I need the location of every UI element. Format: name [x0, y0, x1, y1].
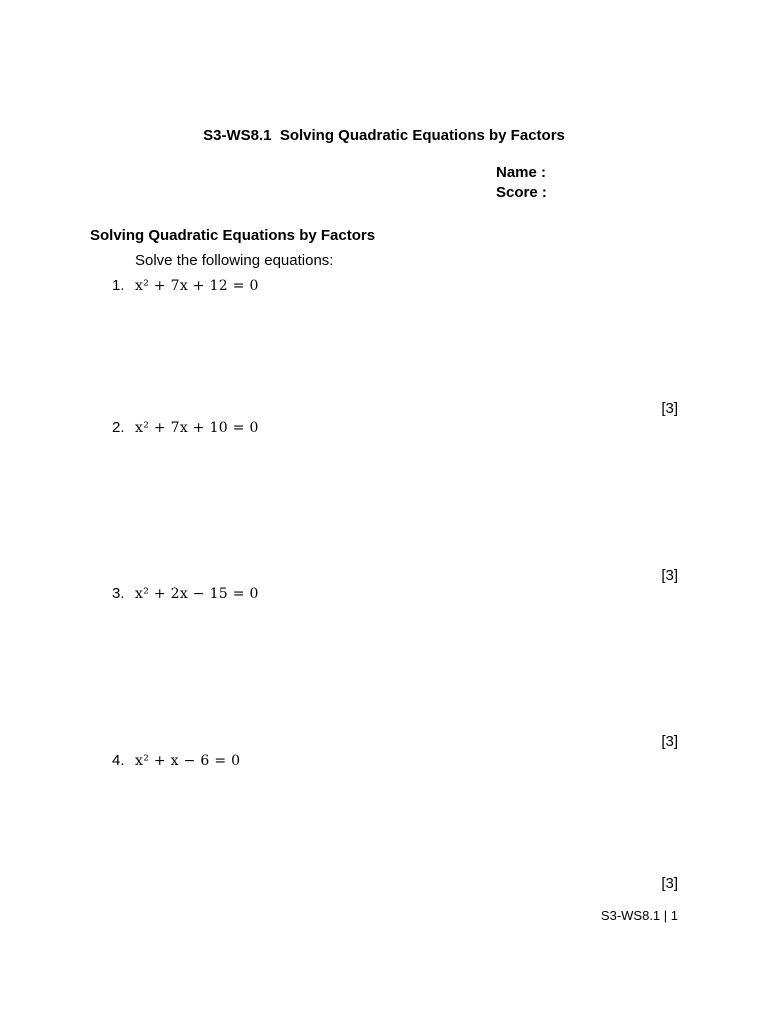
document-title: S3-WS8.1 Solving Quadratic Equations by Factors [203, 127, 565, 144]
question-equation: x² + 7x + 10 = 0 [135, 420, 259, 436]
question-equation: x² + 7x + 12 = 0 [135, 278, 259, 294]
question-number: 1. [112, 277, 125, 294]
question-2 [112, 419, 259, 436]
question-1-marks: [3] [661, 400, 678, 417]
section-heading: Solving Quadratic Equations by Factors [90, 227, 376, 244]
question-4-marks: [3] [661, 875, 678, 892]
instruction-text: Solve the following equations: [135, 252, 334, 269]
question-number: 3. [112, 585, 125, 602]
question-3-marks: [3] [661, 733, 678, 750]
question-number: 2. [112, 419, 125, 436]
question-equation: x² + 2x − 15 = 0 [135, 586, 259, 602]
question-2-marks: [3] [661, 567, 678, 584]
question-4 [112, 752, 240, 769]
question-number: 4. [112, 752, 125, 769]
page-footer: S3-WS8.1 | 1 [600, 908, 678, 923]
question-1 [112, 277, 259, 294]
name-label: Name : [496, 164, 547, 181]
score-label: Score : [496, 184, 547, 201]
question-3 [112, 585, 259, 602]
question-equation: x² + x − 6 = 0 [135, 753, 241, 769]
